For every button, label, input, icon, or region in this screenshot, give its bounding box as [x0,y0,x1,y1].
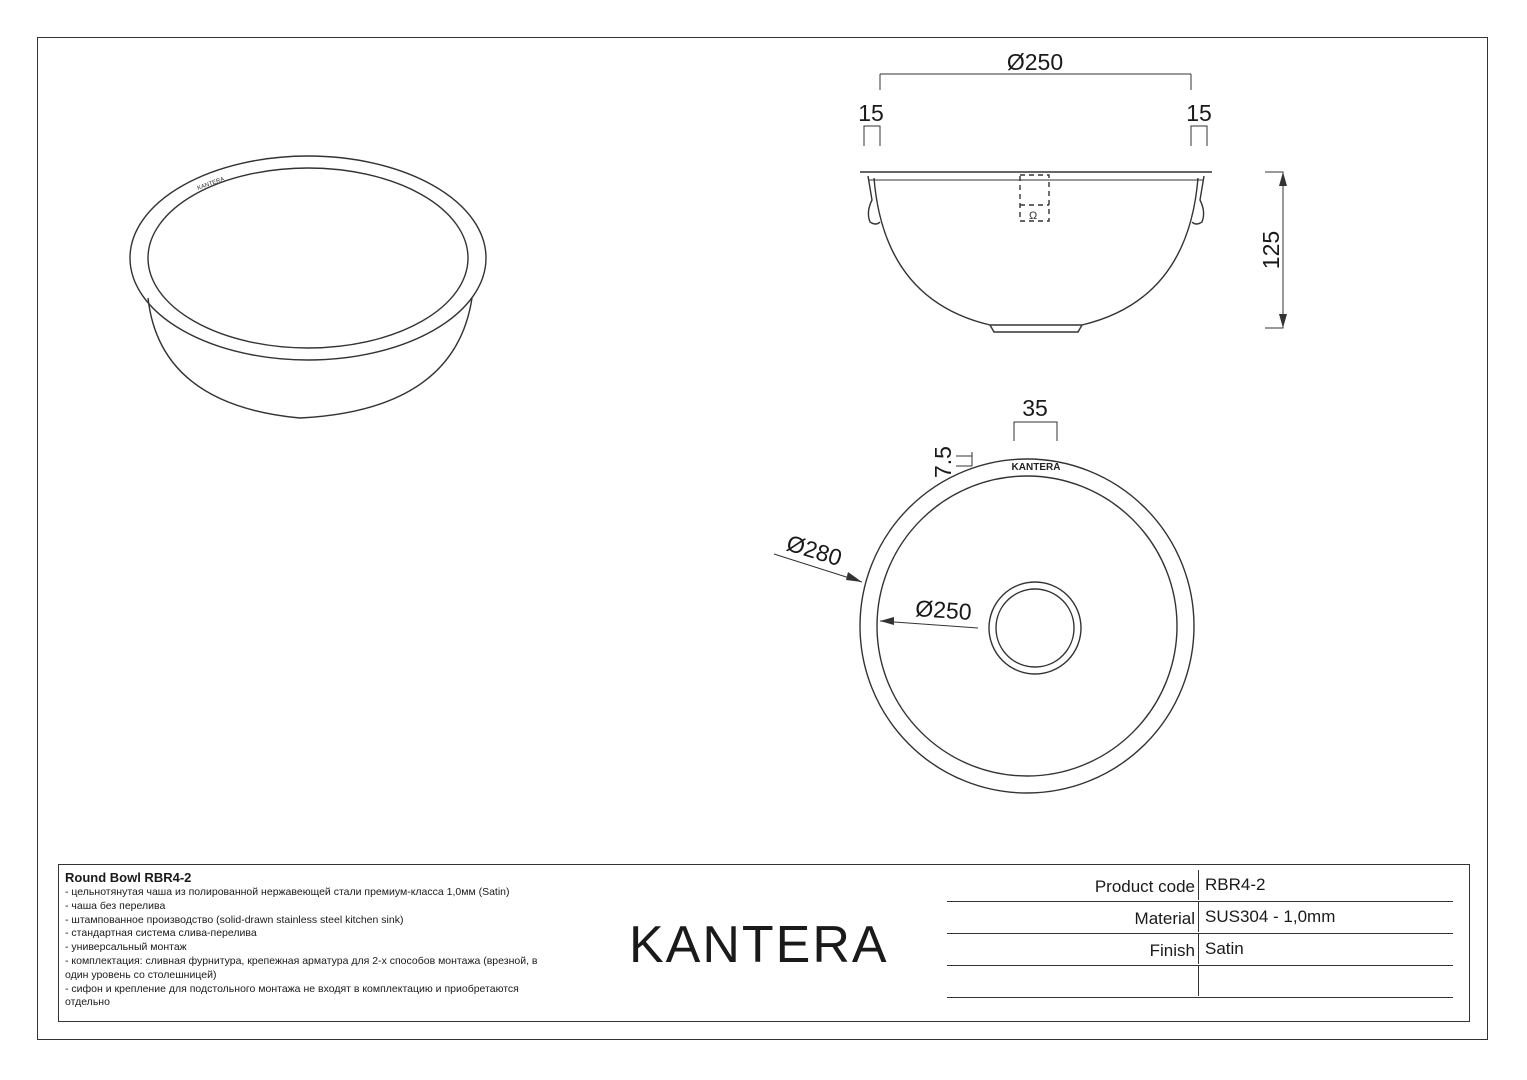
iso-bowl-body [148,298,472,418]
spec-value: Satin [1198,934,1244,964]
dim-side-width: Ø250 [1006,49,1064,75]
spec-value: RBR4-2 [1198,870,1265,900]
dim-outer-diameter: Ø280 [783,529,846,572]
dim-line-rim-width [956,452,972,466]
dim-inner-diameter: Ø250 [914,595,973,625]
top-inner-rim [877,476,1177,776]
description-line: отдельно [65,996,110,1009]
dim-right-flange: 15 [1186,100,1212,126]
top-drain-inner [996,589,1074,667]
isometric-view [130,156,486,418]
iso-outer-rim [130,156,486,360]
spec-label: Finish [1149,941,1195,960]
description-line: - комплектация: сливная фурнитура, крепежная арматура для 2-х способов монтажа (врезной, в [65,954,538,967]
side-view [860,74,1287,332]
spec-label: Material [1134,909,1195,928]
spec-row-product-code [947,870,1453,902]
spec-row-empty [947,966,1453,998]
description-line: - сифон и крепление для подстольного монтажа не входят в комплектацию и приобретаются [65,982,519,995]
iso-brand-mark: KANTERA [196,176,226,192]
iso-inner-rim [148,168,468,348]
dim-side-height: 125 [1258,230,1284,270]
dim-line-left-flange [864,126,880,146]
dim-rim-width: 7.5 [930,446,956,478]
top-outer-rim [860,459,1194,793]
product-title: Round Bowl RBR4-2 [65,870,192,885]
brand-logo: KANTERA [629,916,889,974]
description-line: - штампованное производство (solid-drawn stainless steel kitchen sink) [65,913,404,926]
description-line: - универсальный монтаж [65,941,187,954]
description-line: один уровень со столешницей) [65,968,217,981]
side-bowl-profile [874,178,1198,325]
spec-row-finish [947,934,1453,966]
side-overflow-mark: Ω [1029,210,1038,222]
title-block [58,864,1470,1022]
dim-line-right-flange [1191,126,1207,146]
product-description [65,870,595,1010]
dim-drain-width: 35 [1022,395,1048,421]
dim-line-drain-width [1014,422,1057,441]
spec-table [947,870,1453,998]
description-line: - чаша без перелива [65,899,166,912]
spec-value: SUS304 - 1,0mm [1198,902,1335,932]
top-brand-mark: KANTERA [1011,462,1061,473]
description-line: - цельнотянутая чаша из полированной нержавеющей стали премиум-класса 1,0мм (Satin) [65,886,510,898]
top-view [774,422,1194,793]
spec-value [1198,966,1205,996]
description-line: - стандартная система слива-перелива [65,927,257,940]
top-drain-outer [989,582,1081,674]
side-drain-base [990,325,1082,332]
spec-row-material [947,902,1453,934]
dim-left-flange: 15 [858,100,884,126]
spec-label: Product code [1094,877,1195,896]
